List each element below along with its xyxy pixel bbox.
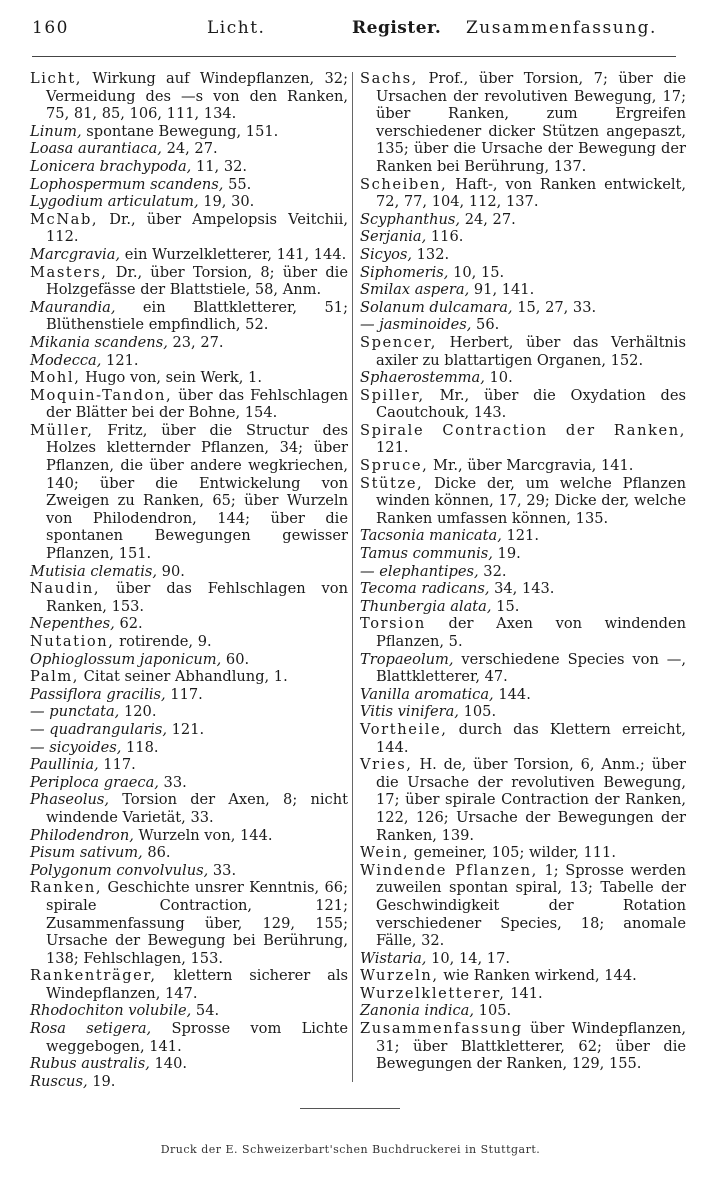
index-entry-text: 34, 143.	[489, 580, 555, 598]
index-entry	[360, 985, 686, 1003]
index-entry-key: Zusammenfassung	[360, 1020, 523, 1038]
index-entry-text: 10.	[484, 369, 513, 387]
index-entry-text: Mr., über Marcgravia, 141.	[428, 457, 634, 475]
index-entry	[360, 756, 686, 844]
index-entry-text: 105.	[474, 1002, 512, 1020]
index-entry-key: Müller,	[30, 421, 94, 439]
index-entry	[360, 369, 686, 387]
index-entry	[360, 246, 686, 264]
index-entry-text: 33.	[158, 773, 187, 791]
index-entry	[30, 246, 348, 264]
index-entry	[360, 686, 686, 704]
index-entry	[360, 316, 686, 334]
index-entry	[30, 862, 348, 880]
index-entry-key: Vitis vinifera,	[360, 703, 459, 721]
index-entry	[360, 545, 686, 563]
index-entry-text: 121.	[101, 351, 139, 369]
index-entry-key: Ruscus,	[30, 1072, 88, 1090]
index-entry-text: über das Fehlschlagen der Blätter bei der Bohne, 154.	[46, 386, 348, 422]
index-entry	[360, 598, 686, 616]
index-entry	[360, 281, 686, 299]
index-entry-key: Masters,	[30, 263, 108, 281]
index-entry	[360, 228, 686, 246]
index-entry-text: H. de, über Torsion, 6, Anm.; über die Ursache der revolutiven Bewegung, 17; über spirale Contraction der Ranken, 122, 126; Ursache der Bewegungen der Ranken, 139.	[376, 756, 686, 844]
index-entry-text: durch das Klettern erreicht, 144.	[376, 720, 686, 756]
index-entry	[360, 1020, 686, 1073]
index-entry-text: Dr., über Ampelopsis Veitchii, 112.	[46, 210, 348, 246]
index-entry-text: 105.	[458, 703, 497, 721]
index-entry-text: 86.	[142, 844, 171, 862]
index-entry-text: Torsion der Axen, 8; nicht windende Varietät, 33.	[46, 791, 348, 826]
index-entry	[30, 352, 348, 370]
index-entry-text: 120.	[119, 703, 157, 721]
index-entry	[30, 1055, 348, 1073]
index-entry	[360, 862, 686, 950]
index-entry-key: Scyphanthus,	[360, 210, 461, 228]
index-entry-key: Spruce,	[360, 457, 429, 475]
index-entry-key: Wein,	[360, 844, 410, 862]
index-entry	[30, 123, 348, 141]
index-entry-key: Tacsonia manicata,	[360, 527, 502, 545]
index-entry-key: Mutisia clematis,	[30, 562, 158, 580]
index-entry	[30, 756, 348, 774]
index-entry-text: Prof., über Torsion, 7; über die Ursachen der revolutiven Bewegung, 17; über Ranken, zum Ergreifen verschiedener dicker Stützen angepaszt, 135; über die Ursache der Bewegung der Ranken bei Berührung, 137.	[376, 70, 686, 175]
index-entry-text: 117.	[165, 685, 203, 703]
index-entry-text: Herbert, über das Verhältnis axiler zu blattartigen Organen, 152.	[376, 333, 686, 369]
index-entry-key: Naudin,	[30, 580, 101, 598]
index-entry-text: Sprosse vom Lichte weggebogen, 141.	[46, 1020, 348, 1055]
index-entry-key: Smilax aspera,	[360, 281, 470, 299]
index-entry-text: über das Fehlschlagen von Ranken, 153.	[46, 580, 348, 615]
index-entry-key: Marcgravia,	[30, 245, 121, 263]
index-entry-key: Vries,	[360, 756, 413, 774]
index-entry	[30, 158, 348, 176]
index-entry-key: Solanum dulcamara,	[360, 298, 513, 316]
index-entry-key: Wurzelkletterer,	[360, 984, 506, 1002]
index-entry-key: Stütze,	[360, 474, 424, 492]
index-entry-text: 55.	[223, 175, 252, 193]
index-column-left	[30, 70, 348, 1090]
index-entry-text: 19.	[87, 1072, 116, 1090]
index-entry-text: 15, 27, 33.	[512, 298, 597, 316]
index-entry-text: Wurzeln von, 144.	[133, 826, 273, 844]
index-entry-text: 116.	[426, 228, 464, 246]
index-entry-text: 11, 32.	[191, 157, 248, 175]
index-entry-key: Modecca,	[30, 351, 102, 369]
index-entry	[360, 211, 686, 229]
index-entry-text: ein Wurzelkletterer, 141, 144.	[120, 245, 347, 263]
index-entry-key: McNab,	[30, 210, 99, 228]
index-entry-text: 24, 27.	[460, 210, 516, 228]
header-title-left: Licht.	[207, 18, 266, 38]
index-entry-text: Haft-, von Ranken entwickelt, 72, 77, 104, 112, 137.	[376, 175, 686, 211]
index-entry-key: Linum,	[30, 122, 82, 140]
index-entry	[30, 1073, 348, 1091]
footer-rule	[300, 1108, 400, 1109]
page-number: 160	[32, 18, 69, 38]
index-entry	[30, 844, 348, 862]
index-entry-key: Palm,	[30, 668, 80, 686]
index-entry	[30, 70, 348, 123]
index-entry-key: Passiflora gracilis,	[30, 685, 166, 703]
index-entry-key: Lygodium articulatum,	[30, 193, 199, 211]
index-entry-text: 90.	[157, 562, 185, 580]
index-entry	[360, 950, 686, 968]
index-entry-key: Zanonia indica,	[360, 1002, 475, 1020]
index-entry	[360, 299, 686, 317]
index-entry-key: Sicyos,	[360, 245, 412, 263]
index-entry-key: Periploca graeca,	[30, 773, 159, 791]
index-entry	[360, 580, 686, 598]
index-entry-text: 24, 27.	[161, 140, 218, 158]
index-entry	[360, 527, 686, 545]
index-entry-key: Rosa setigera,	[30, 1020, 152, 1038]
index-entry	[360, 703, 686, 721]
index-entry-key: — punctata,	[30, 703, 120, 721]
index-entry-text: 54.	[191, 1002, 220, 1020]
index-entry-key: Ophioglossum japonicum,	[30, 650, 222, 668]
index-entry-key: Sphaerostemma,	[360, 369, 485, 387]
index-entry	[30, 686, 348, 704]
index-entry-key: Polygonum convolvulus,	[30, 861, 209, 879]
index-entry	[360, 334, 686, 369]
header-title-right: Zusammenfassung.	[466, 18, 657, 38]
index-entry-key: Siphomeris,	[360, 263, 449, 281]
index-entry	[30, 193, 348, 211]
index-entry-text: klettern sicherer als Windepflanzen, 147.	[46, 967, 348, 1002]
index-entry-key: Tropaeolum,	[360, 650, 454, 668]
index-entry-text: über Windepflanzen, 31; über Blattkletterer, 62; über die Bewegungen der Ranken, 129, 155.	[376, 1020, 686, 1073]
index-entry	[30, 827, 348, 845]
index-entry	[360, 475, 686, 528]
index-entry-text: 32.	[478, 562, 507, 580]
index-entry-text: 10, 15.	[448, 263, 505, 281]
index-entry-key: Mohl,	[30, 369, 81, 387]
index-entry-key: Windende Pflanzen,	[360, 861, 538, 879]
index-entry	[360, 844, 686, 862]
index-entry	[360, 457, 686, 475]
index-entry-key: Nutation,	[30, 633, 115, 650]
index-entry	[30, 563, 348, 581]
index-entry-text: der Axen von windenden Pflanzen, 5.	[376, 615, 686, 650]
index-entry	[360, 563, 686, 581]
header-rule	[32, 56, 676, 57]
index-entry	[360, 721, 686, 756]
index-entry	[30, 140, 348, 158]
index-entry	[30, 387, 348, 422]
index-entry	[30, 615, 348, 633]
index-entry	[360, 387, 686, 422]
index-entry-text: spontane Bewegung, 151.	[81, 122, 279, 140]
index-entry	[360, 651, 686, 686]
index-entry-key: Thunbergia alata,	[360, 597, 492, 615]
index-entry-text: Wirkung auf Windepflanzen, 32; Vermeidung des —s von den Ranken, 75, 81, 85, 106, 111, 134.	[46, 70, 348, 123]
index-entry	[360, 422, 686, 457]
index-entry	[30, 1020, 348, 1055]
index-entry-key: Rankenträger,	[30, 967, 157, 985]
index-entry-key: Pisum sativum,	[30, 844, 143, 862]
column-divider	[352, 72, 353, 1082]
index-entry-text: Dicke der, um welche Pflanzen winden können, 17, 29; Dicke der, welche Ranken umfassen können, 135.	[376, 474, 686, 527]
index-entry-key: Sachs,	[360, 70, 418, 87]
index-entry-key: Phaseolus,	[30, 791, 110, 809]
index-entry-text: 19, 30.	[198, 193, 255, 211]
index-entry	[30, 739, 348, 757]
index-entry-text: 132.	[412, 245, 450, 263]
index-entry	[30, 651, 348, 669]
index-entry	[30, 334, 348, 352]
index-entry	[360, 176, 686, 211]
index-entry-text: 121.	[376, 439, 409, 457]
printer-imprint: Druck der E. Schweizerbart'schen Buchdruckerei in Stuttgart.	[160, 1143, 541, 1156]
index-entry	[30, 774, 348, 792]
index-entry-key: Wistaria,	[360, 949, 427, 967]
index-entry-key: Spencer,	[360, 333, 437, 351]
index-column-right	[360, 70, 686, 1073]
running-header	[32, 18, 682, 48]
index-entry	[360, 70, 686, 176]
index-entry	[30, 369, 348, 387]
index-entry-key: Tamus communis,	[360, 545, 493, 563]
index-entry-text: Dr., über Torsion, 8; über die Holzgefässe der Blattstiele, 58, Anm.	[46, 263, 348, 299]
index-entry-text: 19.	[492, 545, 521, 563]
index-entry-key: Loasa aurantiaca,	[30, 140, 162, 158]
index-entry-text: 23, 27.	[167, 333, 224, 351]
index-entry-key: — jasminoides,	[360, 316, 472, 334]
index-entry	[30, 580, 348, 615]
index-entry-key: Lonicera brachypoda,	[30, 157, 192, 175]
index-entry-key: Serjania,	[360, 228, 427, 246]
index-entry-key: — quadrangularis,	[30, 720, 167, 738]
index-entry-text: 15.	[491, 597, 520, 615]
index-entry	[30, 967, 348, 1002]
index-entry	[30, 264, 348, 299]
index-entry-key: Rhodochiton volubile,	[30, 1002, 192, 1020]
index-entry-text: 118.	[121, 738, 159, 756]
index-entry-text: 56.	[471, 316, 500, 334]
index-entry-key: Vanilla aromatica,	[360, 685, 494, 703]
index-entry-key: Torsion	[360, 615, 426, 633]
index-entry-text: 62.	[114, 615, 143, 633]
index-entry	[360, 967, 686, 985]
index-entry-key: Scheiben,	[360, 175, 448, 193]
index-entry-text: 10, 14, 17.	[426, 949, 510, 967]
index-entry-key: Mikania scandens,	[30, 333, 168, 351]
index-entry	[360, 1002, 686, 1020]
index-entry	[30, 633, 348, 651]
index-entry	[30, 1002, 348, 1020]
index-entry-key: Ranken,	[30, 879, 103, 897]
index-entry-key: Spirale Contraction der Ranken,	[360, 421, 686, 439]
index-entry-text: 141.	[505, 984, 543, 1002]
header-title-center: Register.	[352, 18, 442, 38]
index-entry-text: 1; Sprosse werden zuweilen spontan spiral, 13; Tabelle der Geschwindigkeit der Rotation verschiedener Species, 18; anomale Fälle, 32.	[376, 861, 686, 950]
index-entry-text: 140.	[149, 1055, 187, 1073]
index-entry-key: Maurandia,	[30, 298, 116, 316]
index-entry-text: 33.	[208, 861, 237, 879]
index-entry-text: Fritz, über die Structur des Holzes kletternder Pflanzen, 34; über Pflanzen, die über andere wegkriechen, 140; über die Entwickelung von Zweigen zu Ranken, 65; über Wurzeln von Philodendron, 144; über die spontanen Bewegungen gewisser Pflanzen, 151.	[46, 421, 348, 563]
index-entry-key: Wurzeln,	[360, 967, 439, 985]
index-entry-key: Licht,	[30, 70, 83, 87]
index-entry-text: 117.	[98, 756, 136, 774]
index-entry-key: Rubus australis,	[30, 1055, 150, 1073]
index-entry-text: verschiedene Species von —, Blattkletterer, 47.	[376, 650, 686, 686]
index-entry-key: — sicyoides,	[30, 738, 122, 756]
index-entry	[30, 721, 348, 739]
index-entry	[30, 791, 348, 826]
index-entry-key: Vortheile,	[360, 720, 448, 738]
index-entry-text: 144.	[493, 685, 531, 703]
index-entry-text: gemeiner, 105; wilder, 111.	[409, 844, 616, 862]
index-entry-key: — elephantipes,	[360, 562, 479, 580]
index-entry	[30, 879, 348, 967]
index-entry	[30, 176, 348, 194]
index-entry	[30, 211, 348, 246]
index-entry-key: Lophospermum scandens,	[30, 175, 224, 193]
index-entry	[30, 703, 348, 721]
index-entry-text: Mr., über die Oxydation des Caoutchouk, 143.	[376, 386, 686, 422]
index-entry-key: Nepenthes,	[30, 615, 115, 633]
index-entry-text: 121.	[166, 720, 205, 738]
index-entry-key: Tecoma radicans,	[360, 580, 490, 598]
index-entry-text: 60.	[221, 650, 250, 668]
index-entry	[30, 299, 348, 334]
index-entry-text: rotirende, 9.	[114, 633, 212, 650]
index-entry-key: Philodendron,	[30, 826, 134, 844]
index-entry	[30, 422, 348, 563]
index-entry	[360, 615, 686, 650]
index-entry	[360, 264, 686, 282]
index-entry-text: 91, 141.	[469, 281, 535, 299]
index-entry-text: ein Blattkletterer, 51; Blüthenstiele empfindlich, 52.	[46, 298, 348, 334]
index-entry-key: Paullinia,	[30, 756, 99, 774]
index-entry-text: Geschichte unsrer Kenntnis, 66; spirale Contraction, 121; Zusammenfassung über, 129, 155; Ursache der Bewegung bei Berührung, 138; Fehlschlagen, 153.	[46, 879, 348, 967]
index-entry-text: wie Ranken wirkend, 144.	[438, 967, 637, 985]
index-entry-key: Moquin-Tandon,	[30, 386, 173, 404]
index-entry-text: Hugo von, sein Werk, 1.	[80, 369, 262, 387]
index-entry-text: Citat seiner Abhandlung, 1.	[79, 668, 288, 686]
index-entry	[30, 668, 348, 686]
index-entry-text: 121.	[501, 527, 539, 545]
index-entry-key: Spiller,	[360, 386, 425, 404]
